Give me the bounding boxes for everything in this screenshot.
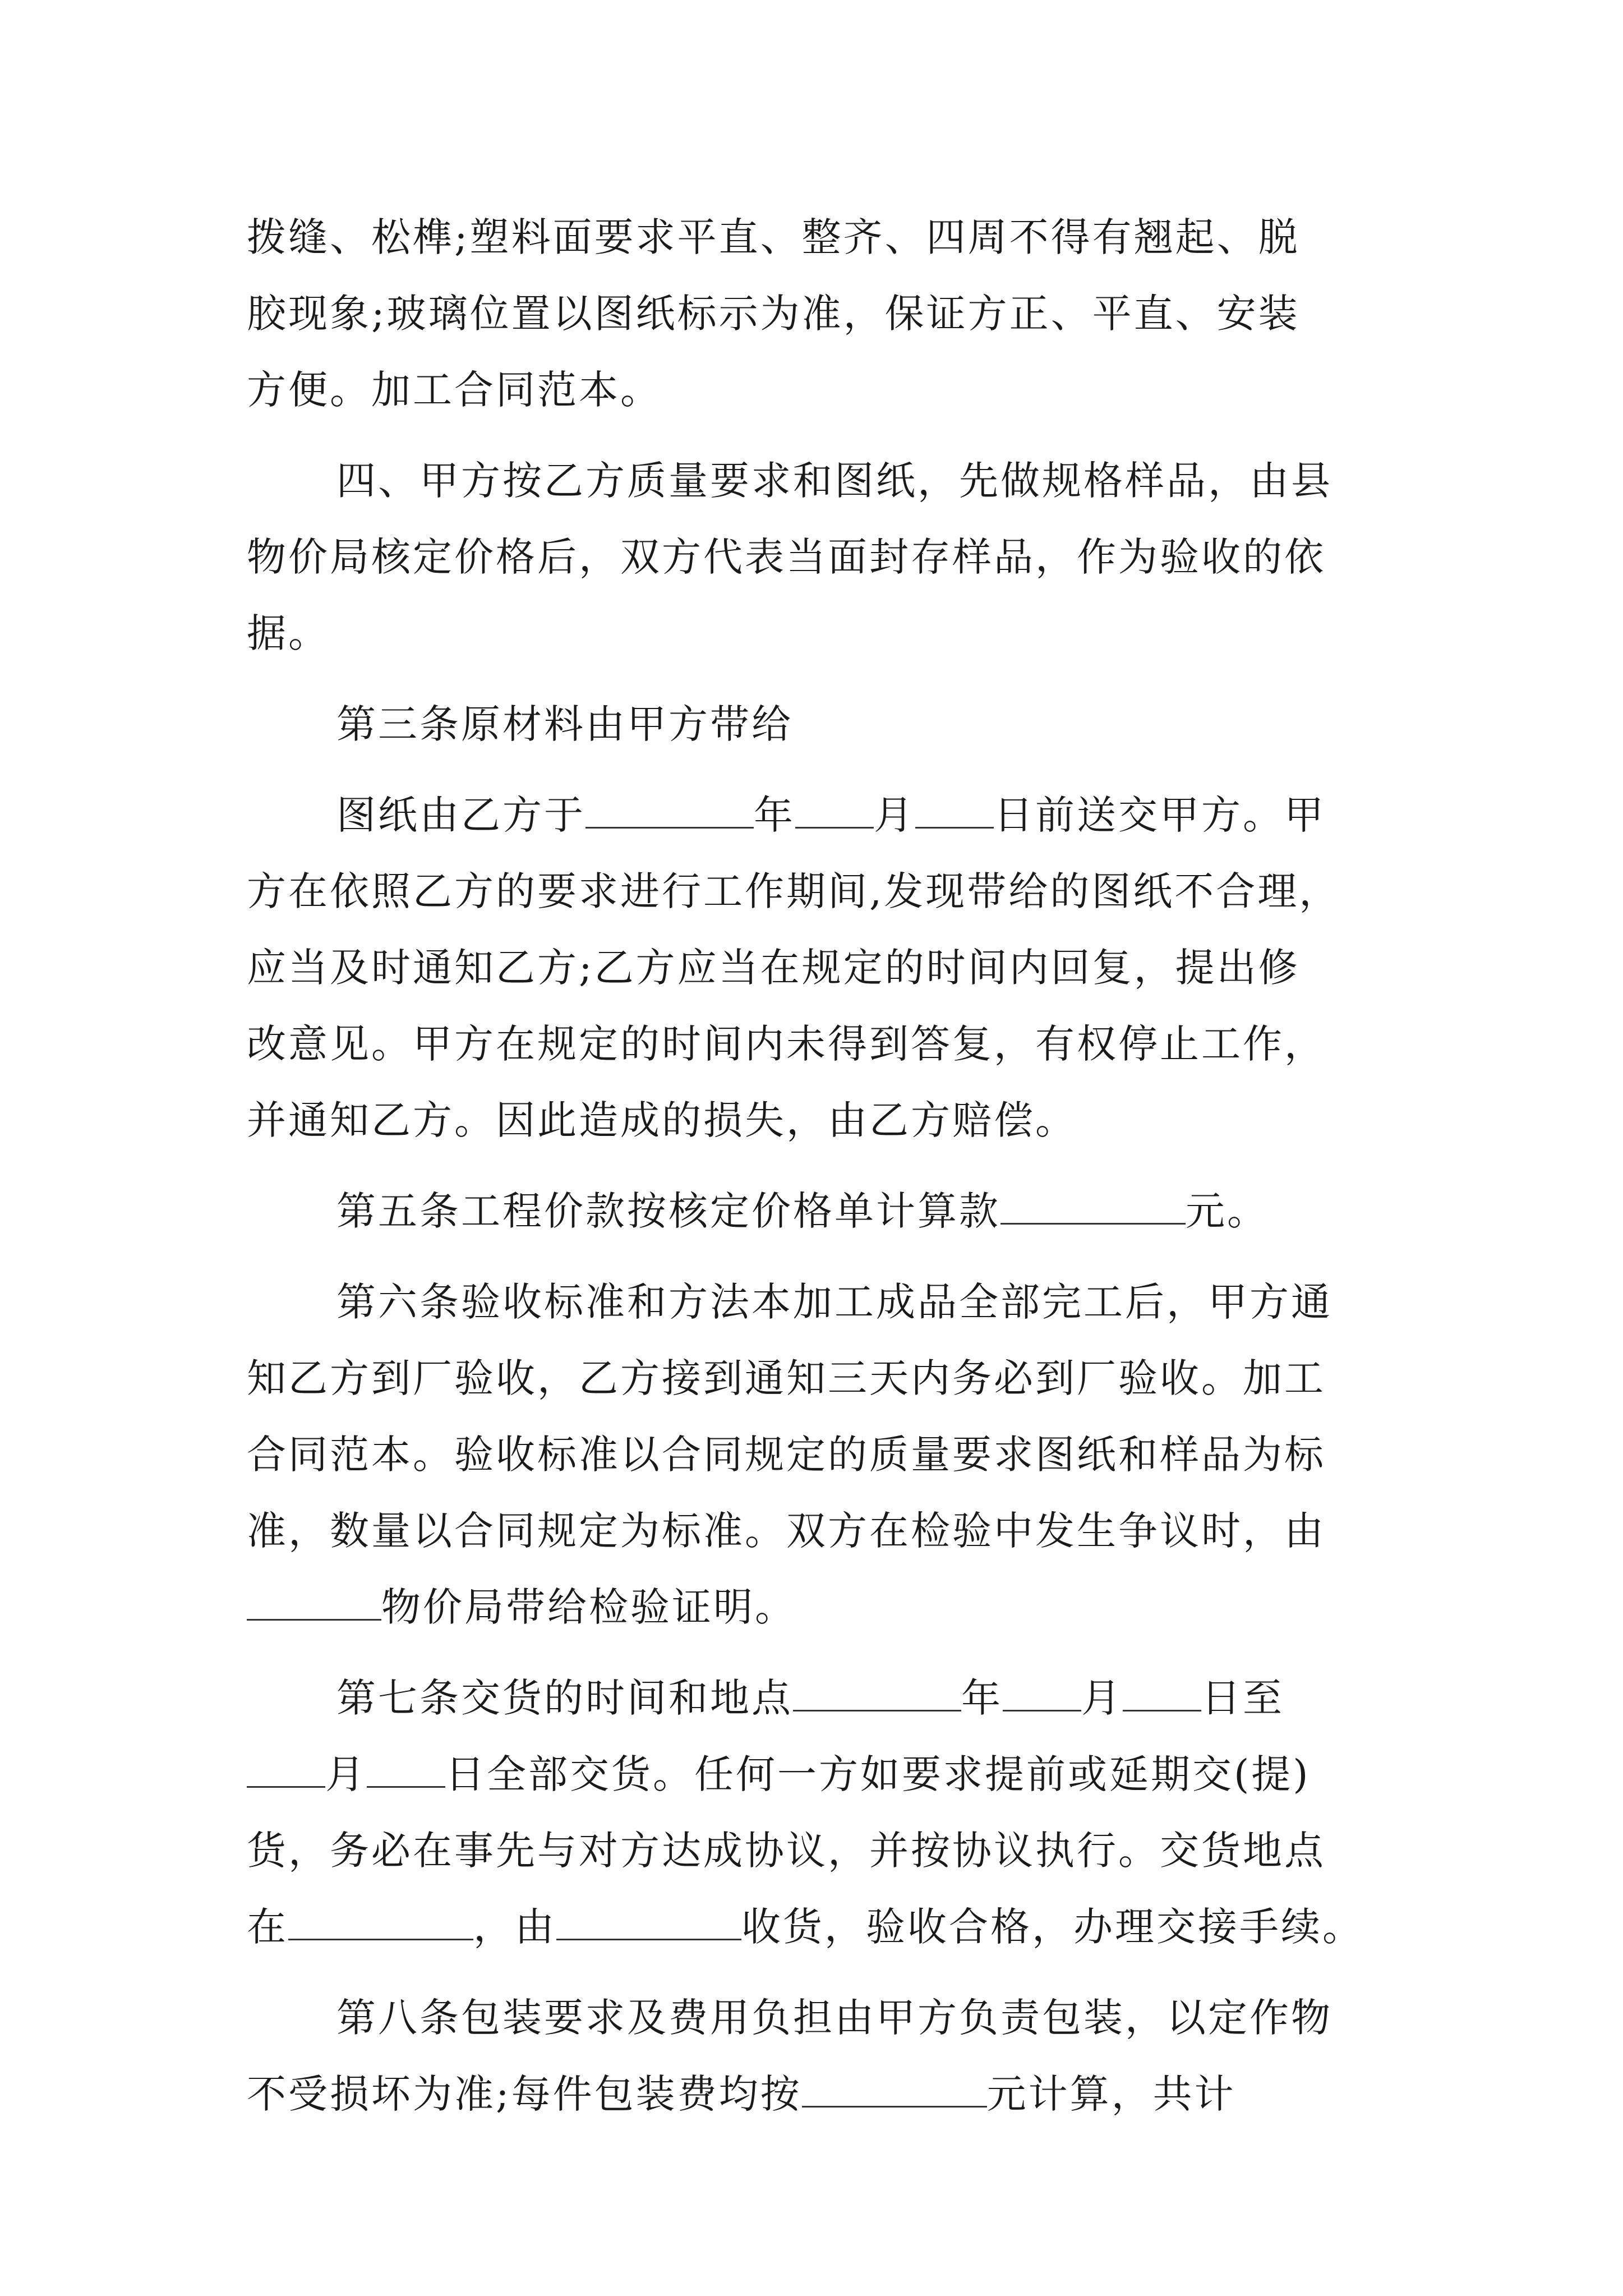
text-segment: 图纸由乙方于 (336, 792, 585, 838)
contract-body-text (247, 199, 1385, 2132)
text-segment: 元。 (1186, 1188, 1269, 1234)
text-segment: 第八条包装要求及费用负担由甲方负责包装，以定作物 (336, 1995, 1332, 2041)
text-segment: 日全部交货。任何一方如要求提前或延期交(提) (445, 1751, 1311, 1797)
text-segment: 四、甲方按乙方质量要求和图纸，先做规格样品，由县 (336, 458, 1332, 504)
text-segment: 月 (1081, 1675, 1123, 1721)
text-line (247, 1340, 1385, 1416)
fill-in-blank (1123, 1676, 1201, 1711)
text-line (247, 1569, 1385, 1645)
text-line (247, 686, 1385, 762)
text-segment: 合同范本。验收标准以合同规定的质量要求图纸和样品为标 (247, 1432, 1326, 1478)
text-segment: 方在依照乙方的要求进行工作期间,发现带给的图纸不合理， (247, 868, 1341, 914)
text-line (247, 1493, 1385, 1569)
text-segment: 日至 (1201, 1675, 1284, 1721)
fill-in-blank (795, 793, 874, 829)
text-segment: 物价局核定价格后，双方代表当面封存样品，作为验收的依 (247, 534, 1326, 580)
text-segment: 年 (961, 1675, 1003, 1721)
text-segment: 据。 (247, 610, 330, 656)
text-line (247, 275, 1385, 352)
text-line (247, 443, 1385, 519)
text-segment: 物价局带给检验证明。 (381, 1584, 796, 1630)
fill-in-blank (793, 1676, 961, 1711)
fill-in-blank (585, 793, 754, 829)
text-line (247, 1173, 1385, 1249)
text-line (247, 1889, 1385, 1965)
text-segment: ，由 (473, 1904, 556, 1950)
text-segment: 月 (874, 792, 915, 838)
fill-in-blank (1000, 1189, 1186, 1225)
text-segment: 不受损坏为准;每件包装费均按 (247, 2071, 802, 2117)
text-line (247, 1264, 1385, 1340)
text-segment: 方便。加工合同范本。 (247, 367, 662, 413)
text-line (247, 1812, 1385, 1889)
text-line (247, 1416, 1385, 1493)
text-line (247, 1736, 1385, 1812)
fill-in-blank (556, 1905, 741, 1940)
fill-in-blank (247, 1585, 381, 1621)
text-segment: 第六条验收标准和方法本加工成品全部完工后，甲方通 (336, 1279, 1332, 1325)
text-segment: 第五条工程价款按核定价格单计算款 (336, 1188, 1000, 1234)
text-line (247, 595, 1385, 671)
text-line (247, 2056, 1385, 2132)
text-segment: 月 (325, 1751, 367, 1797)
fill-in-blank (802, 2072, 987, 2108)
text-line (247, 853, 1385, 930)
text-line (247, 1082, 1385, 1158)
text-line (247, 777, 1385, 853)
text-line (247, 199, 1385, 275)
text-segment: 货，务必在事先与对方达成协议，并按协议执行。交货地点 (247, 1828, 1326, 1874)
text-segment: 第三条原材料由甲方带给 (336, 701, 793, 747)
text-segment: 准，数量以合同规定为标准。双方在检验中发生争议时，由 (247, 1508, 1326, 1554)
text-line (247, 1660, 1385, 1736)
fill-in-blank (288, 1905, 473, 1940)
text-segment: 在 (247, 1904, 288, 1950)
text-line (247, 930, 1385, 1006)
text-line (247, 352, 1385, 428)
fill-in-blank (247, 1752, 325, 1788)
fill-in-blank (367, 1752, 445, 1788)
text-line (247, 519, 1385, 595)
text-segment: 日前送交甲方。甲 (994, 792, 1326, 838)
fill-in-blank (1003, 1676, 1081, 1711)
text-segment: 元计算，共计 (986, 2071, 1236, 2117)
text-segment: 年 (754, 792, 795, 838)
text-segment: 改意见。甲方在规定的时间内未得到答复，有权停止工作， (247, 1021, 1326, 1067)
text-segment: 拨缝、松榫;塑料面要求平直、整齐、四周不得有翘起、脱 (247, 214, 1300, 260)
text-segment: 第七条交货的时间和地点 (336, 1675, 793, 1721)
text-segment: 知乙方到厂验收，乙方接到通知三天内务必到厂验收。加工 (247, 1355, 1326, 1401)
text-segment: 收货，验收合格，办理交接手续。 (741, 1904, 1364, 1950)
text-line (247, 1980, 1385, 2056)
text-line (247, 1006, 1385, 1082)
fill-in-blank (915, 793, 994, 829)
text-segment: 并通知乙方。因此造成的损失，由乙方赔偿。 (247, 1097, 1077, 1143)
text-segment: 胶现象;玻璃位置以图纸标示为准，保证方正、平直、安装 (247, 291, 1300, 337)
text-segment: 应当及时通知乙方;乙方应当在规定的时间内回复，提出修 (247, 945, 1300, 991)
